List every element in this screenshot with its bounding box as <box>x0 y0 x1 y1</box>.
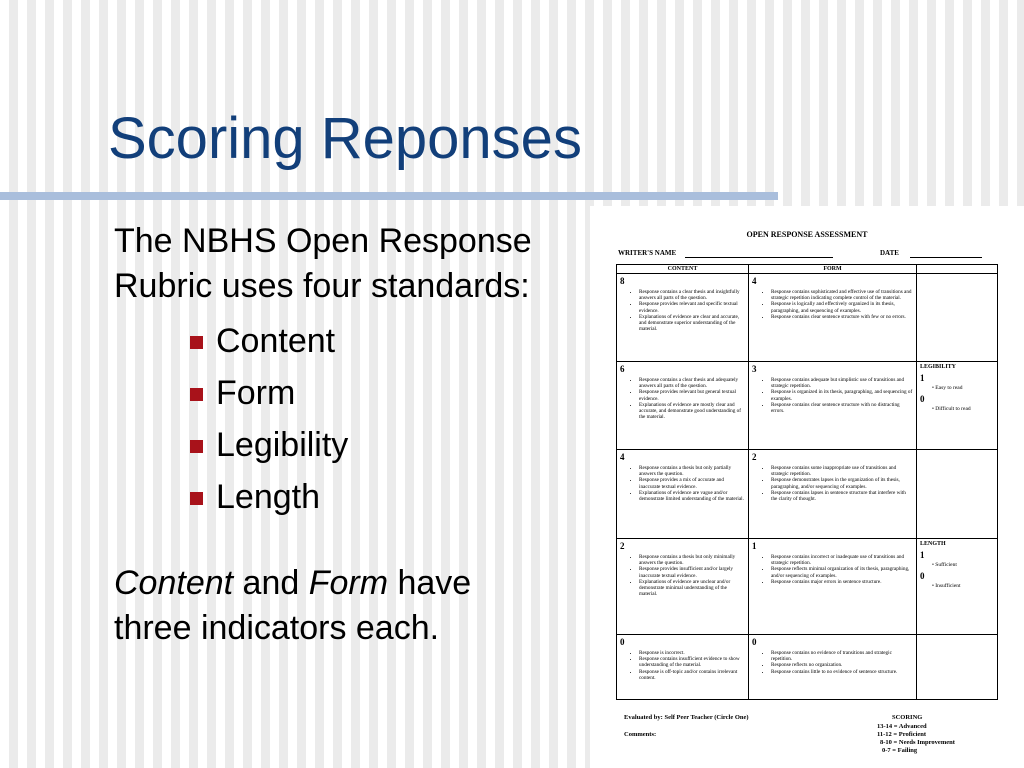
list-item <box>190 419 554 471</box>
criterion-item: • Explanations of evidence are clear and accurate, and demonstrate superior understanding of the material. <box>639 314 745 333</box>
criterion-item: • Response contains insufficient evidence to show understanding of the material. <box>639 656 745 668</box>
criterion-item: • Response contains a thesis but only minimally answers the question. <box>639 554 745 566</box>
length-high-score: 1 <box>920 550 925 561</box>
criterion-item: • Response is off-topic and/or contains irrelevant content. <box>639 669 745 681</box>
criterion-item: • Response contains little to no evidence of sentence structure. <box>771 669 913 675</box>
form-criteria-list <box>752 465 913 502</box>
form-criteria-list <box>752 650 913 675</box>
writer-name-label: WRITER'S NAME <box>618 249 677 257</box>
standard-label: Form <box>216 374 296 412</box>
length-low-text: • Insufficient <box>932 582 961 589</box>
rubric-image <box>590 206 1024 768</box>
length-high-text: • Sufficient <box>932 562 957 569</box>
criterion-item: • Response is logically and effectively organized in its thesis, paragraphing, and sequencing of examples. <box>771 301 913 313</box>
form-criteria-list <box>752 554 913 585</box>
empty-cell <box>917 274 998 362</box>
scoring-label: SCORING <box>892 714 923 721</box>
content-criteria-list <box>620 554 745 598</box>
form-criteria-list <box>752 377 913 414</box>
length-label: LENGTH <box>920 541 946 547</box>
note-content-word: Content <box>114 564 234 602</box>
content-score: 0 <box>620 637 625 647</box>
criterion-item: • Response contains lapses in sentence structure that interfere with the clarity of thought. <box>771 490 913 502</box>
bullet-square-icon <box>190 440 203 453</box>
legibility-low-score: 0 <box>920 393 925 404</box>
criterion-item: • Response contains no evidence of transitions and strategic repetition. <box>771 650 913 662</box>
list-item <box>190 315 554 367</box>
indicator-note <box>114 561 554 651</box>
scoring-line: 11-12 = Proficient <box>877 731 927 738</box>
rubric-title: OPEN RESPONSE ASSESSMENT <box>746 230 868 239</box>
bullet-square-icon <box>190 388 203 401</box>
form-cell <box>749 635 917 700</box>
content-cell <box>617 450 749 539</box>
comments-label: Comments: <box>624 731 657 738</box>
evaluated-by-line: Evaluated by: Self Peer Teacher (Circle One) <box>624 714 749 721</box>
criterion-item: • Response reflects minimal organization of its thesis, paragraphing, and/or sequencing of examples. <box>771 566 913 578</box>
table-row <box>617 450 998 539</box>
criterion-item: • Response contains a clear thesis and insightfully answers all parts of the question. <box>639 289 745 301</box>
form-cell <box>749 539 917 635</box>
date-label: DATE <box>880 249 899 257</box>
criterion-item: • Response is incorrect. <box>639 650 745 656</box>
rubric-table <box>616 264 998 700</box>
slide-title: Scoring Reponses <box>108 106 582 171</box>
writer-name-line <box>685 257 833 258</box>
table-row <box>617 274 998 362</box>
scoring-line: 8-10 = Needs Improvement <box>880 739 955 746</box>
content-score: 6 <box>620 364 625 374</box>
legibility-high-score: 1 <box>920 373 925 384</box>
criterion-item: • Response reflects no organization. <box>771 662 913 668</box>
criterion-item: • Response contains incorrect or inadequate use of transitions and strategic repetition. <box>771 554 913 566</box>
criterion-item: • Response contains clear sentence structure with few or no errors. <box>771 314 913 320</box>
criterion-item: • Response provides relevant and specific textual evidence. <box>639 301 745 313</box>
content-cell <box>617 274 749 362</box>
length-cell <box>917 539 998 635</box>
form-criteria-list <box>752 289 913 320</box>
standard-label: Length <box>216 478 320 516</box>
note-join: and <box>233 564 309 602</box>
criterion-item: • Explanations of evidence are vague and/or demonstrate limited understanding of the material. <box>639 490 745 502</box>
standard-label: Legibility <box>216 426 349 464</box>
content-cell <box>617 362 749 450</box>
content-criteria-list <box>620 465 745 502</box>
content-criteria-list <box>620 289 745 333</box>
scoring-line: 13-14 = Advanced <box>877 723 927 730</box>
content-cell <box>617 635 749 700</box>
criterion-item: • Response contains sophisticated and effective use of transitions and strategic repetition indicating complete control of the material. <box>771 289 913 301</box>
criterion-item: • Response provides insufficient and/or largely inaccurate textual evidence. <box>639 566 745 578</box>
length-low-score: 0 <box>920 570 925 581</box>
content-column-header: CONTENT <box>617 265 749 274</box>
slide-body <box>114 219 554 651</box>
criterion-item: • Response demonstrates lapses in the organization of its thesis, paragraphing, and/or sequencing of examples. <box>771 477 913 489</box>
date-line <box>910 257 982 258</box>
table-row <box>617 539 998 635</box>
legibility-low-text: • Difficult to read <box>932 405 971 412</box>
content-score: 4 <box>620 452 625 462</box>
list-item <box>190 471 554 523</box>
note-form-word: Form <box>308 564 389 602</box>
standard-label: Content <box>216 322 336 360</box>
form-cell <box>749 450 917 539</box>
form-cell <box>749 362 917 450</box>
table-row <box>617 362 998 450</box>
list-item <box>190 367 554 419</box>
criterion-item: • Response contains a clear thesis and adequately answers all parts of the question. <box>639 377 745 389</box>
criterion-item: • Response contains adequate but simplistic use of transitions and strategic repetition. <box>771 377 913 389</box>
legibility-label: LEGIBILITY <box>920 364 957 370</box>
criterion-item: • Explanations of evidence are unclear and/or demonstrate minimal understanding of the material. <box>639 579 745 598</box>
content-score: 8 <box>620 276 625 286</box>
standards-list <box>190 315 554 523</box>
criterion-item: • Response contains some inappropriate use of transitions and strategic repetition. <box>771 465 913 477</box>
empty-cell <box>917 635 998 700</box>
bullet-square-icon <box>190 492 203 505</box>
criterion-item: • Response contains major errors in sentence structure. <box>771 579 913 585</box>
content-criteria-list <box>620 377 745 421</box>
form-score: 3 <box>752 364 757 374</box>
title-divider <box>0 192 778 200</box>
criterion-item: • Explanations of evidence are mostly clear and accurate, and demonstrate good understanding of the material. <box>639 402 745 421</box>
empty-cell <box>917 450 998 539</box>
form-cell <box>749 274 917 362</box>
table-row <box>617 635 998 700</box>
form-score: 1 <box>752 541 757 551</box>
content-cell <box>617 539 749 635</box>
content-score: 2 <box>620 541 625 551</box>
form-score: 4 <box>752 276 757 286</box>
note-rest: have three indicators each. <box>114 564 472 647</box>
criterion-item: • Response is organized in its thesis, paragraphing, and sequencing of examples. <box>771 389 913 401</box>
intro-text: The NBHS Open Response Rubric uses four standards: <box>114 222 532 305</box>
content-criteria-list <box>620 650 745 681</box>
form-score: 0 <box>752 637 757 647</box>
form-column-header: FORM <box>749 265 917 274</box>
scoring-line: 0-7 = Failing <box>882 747 918 754</box>
legibility-high-text: • Easy to read <box>932 385 963 392</box>
form-score: 2 <box>752 452 757 462</box>
bullet-square-icon <box>190 336 203 349</box>
legibility-cell <box>917 362 998 450</box>
blank-column-header <box>917 265 998 274</box>
criterion-item: • Response contains a thesis but only partially answers the question. <box>639 465 745 477</box>
criterion-item: • Response contains clear sentence structure with no distracting errors. <box>771 402 913 414</box>
criterion-item: • Response provides a mix of accurate and inaccurate textual evidence. <box>639 477 745 489</box>
criterion-item: • Response provides relevant but general textual evidence. <box>639 389 745 401</box>
